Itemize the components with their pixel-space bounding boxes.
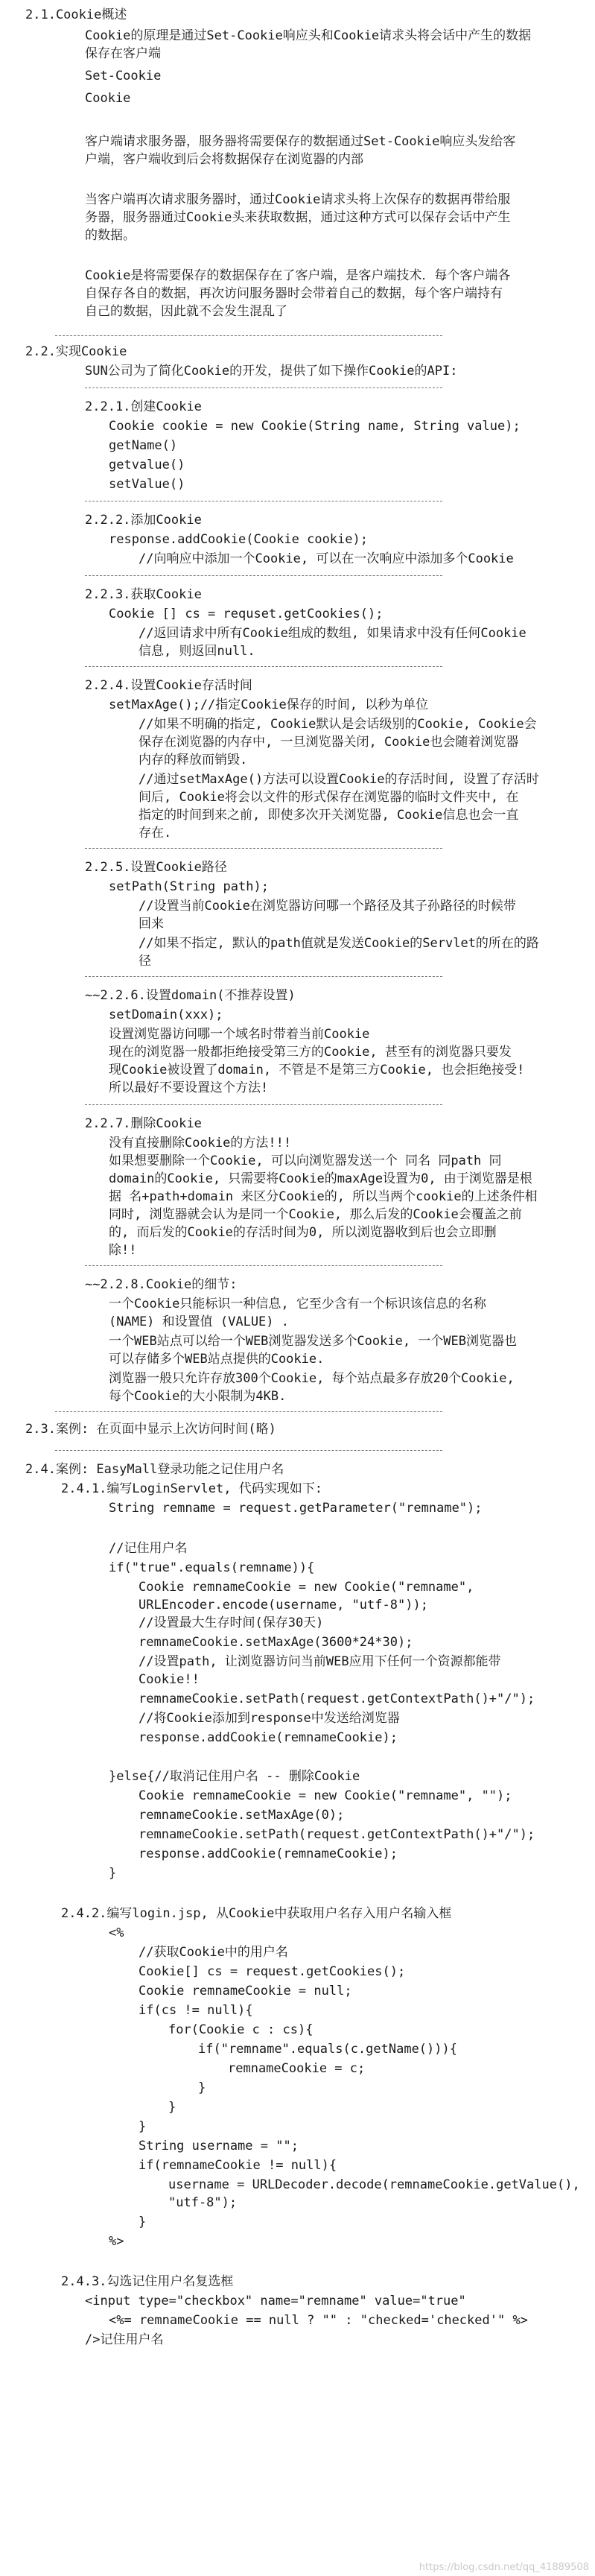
text-line: 2.2.2.添加Cookie xyxy=(85,513,202,528)
text-line: //如果不指定, 默认的path值就是发送Cookie的Servlet的所在的路 xyxy=(139,936,539,951)
text-line: //返回请求中所有Cookie组成的数组, 如果请求中没有任何Cookie xyxy=(139,626,526,641)
section-divider xyxy=(85,666,442,667)
text-line: 设置浏览器访问哪一个域名时带着当前Cookie xyxy=(109,1027,370,1042)
text-line: //如果不明确的指定, Cookie默认是会话级别的Cookie, Cookie会 xyxy=(139,717,537,732)
text-line: Cookie remnameCookie = null; xyxy=(139,1984,352,1999)
text-line: remnameCookie = c; xyxy=(228,2061,366,2076)
text-line: 现Cookie被设置了domain, 不管是不是第三方Cookie, 也会拒绝接受! xyxy=(109,1063,525,1077)
section-divider xyxy=(85,387,442,388)
text-line: 2.2.实现Cookie xyxy=(25,344,127,359)
text-line: //向响应中添加一个Cookie, 可以在一次响应中添加多个Cookie xyxy=(139,551,514,566)
section-divider xyxy=(85,848,442,849)
text-line: 当客户端再次请求服务器时，通过Cookie请求头将上次保存的数据再带给服 xyxy=(85,192,511,207)
text-line: //通过setMaxAge()方法可以设置Cookie的存活时间, 设置了存活时 xyxy=(139,772,539,787)
text-line: //设置最大生存时间(保存30天) xyxy=(139,1615,324,1630)
text-line: 一个WEB站点可以给一个WEB浏览器发送多个Cookie, 一个WEB浏览器也 xyxy=(109,1334,517,1349)
text-line: URLEncoder.encode(username, "utf-8")); xyxy=(139,1598,428,1613)
text-line: } xyxy=(109,1866,117,1881)
text-line: ~~2.2.6.设置domain(不推荐设置) xyxy=(85,988,296,1003)
text-line: SUN公司为了简化Cookie的开发，提供了如下操作Cookie的API: xyxy=(85,364,458,379)
text-line: />记住用户名 xyxy=(85,2332,164,2347)
text-line: if(cs != null){ xyxy=(139,2003,253,2018)
text-line: Cookie!! xyxy=(139,1672,200,1687)
text-line: if("true".equals(remname)){ xyxy=(109,1560,315,1575)
text-line: setDomain(xxx); xyxy=(109,1007,223,1022)
section-divider xyxy=(85,1265,442,1266)
text-line: 现在的浏览器一般都拒绝接受第三方的Cookie, 甚至有的浏览器只要发 xyxy=(109,1045,512,1060)
text-line: //设置当前Cookie在浏览器访问哪一个路径及其子孙路径的时候带 xyxy=(139,899,516,914)
text-line: username = URLDecoder.decode(remnameCookie.getValue(), xyxy=(168,2177,580,2192)
text-line: 2.4.2.编写login.jsp, 从Cookie中获取用户名存入用户名输入框 xyxy=(61,1906,452,1921)
text-line: 2.2.1.创建Cookie xyxy=(85,399,202,414)
text-line: 径 xyxy=(139,954,151,969)
section-divider xyxy=(55,1450,442,1451)
text-line: 浏览器一般只允许存放300个Cookie, 每个站点最多存放20个Cookie, xyxy=(109,1371,515,1386)
text-line: for(Cookie c : cs){ xyxy=(168,2022,314,2037)
text-line: getName() xyxy=(109,438,178,453)
text-line: 除!! xyxy=(109,1243,137,1258)
text-line: 保存在浏览器的内存中, 一旦浏览器关闭, Cookie也会随着浏览器 xyxy=(139,735,519,750)
text-line: 间后, Cookie将会以文件的形式保存在浏览器的临时文件夹中, 在 xyxy=(139,790,519,805)
text-line: 存在. xyxy=(139,826,172,841)
text-line: 如果想要删除一个Cookie, 可以向浏览器发送一个 同名 同path 同 xyxy=(109,1153,502,1168)
text-line: 2.2.5.设置Cookie路径 xyxy=(85,860,227,875)
text-line: <%= remnameCookie == null ? "" : "checked='checked'" %> xyxy=(109,2313,528,2328)
text-line: } xyxy=(198,2080,206,2095)
text-line: 自己的数据，因此就不会发生混乱了 xyxy=(85,304,287,319)
text-line: "utf-8"); xyxy=(168,2195,238,2210)
text-line: setMaxAge();//指定Cookie保存的时间, 以秒为单位 xyxy=(109,697,429,712)
section-divider xyxy=(85,1104,442,1105)
text-line: response.addCookie(remnameCookie); xyxy=(139,1846,398,1861)
text-line: 2.2.4.设置Cookie存活时间 xyxy=(85,678,252,693)
text-line: getvalue() xyxy=(109,458,185,472)
text-line: response.addCookie(Cookie cookie); xyxy=(109,532,368,547)
text-line: 每个Cookie的大小限制为4KB. xyxy=(109,1389,287,1404)
text-line: 据 名+path+domain 来区分Cookie的, 所以当两个cookie的上述条件相 xyxy=(109,1189,538,1204)
text-line: Cookie[] cs = request.getCookies(); xyxy=(139,1964,406,1979)
text-line: String remname = request.getParameter("remname"); xyxy=(109,1501,483,1516)
text-line: 可以存储多个WEB站点提供的Cookie. xyxy=(109,1352,325,1367)
text-line: Cookie的原理是通过Set-Cookie响应头和Cookie请求头将会话中产生的数据 xyxy=(85,28,532,43)
text-line: 2.3.案例: 在页面中显示上次访问时间(略) xyxy=(25,1422,276,1437)
text-line: setPath(String path); xyxy=(109,879,269,894)
text-line: 自保存各自的数据，再次访问服务器时会带着自己的数据，每个客户端持有 xyxy=(85,286,503,301)
section-divider xyxy=(55,335,442,336)
text-line: Cookie cookie = new Cookie(String name, String value); xyxy=(109,419,521,434)
section-divider xyxy=(85,976,442,977)
text-line: 所以最好不要设置这个方法! xyxy=(109,1080,269,1095)
text-line: //将Cookie添加到response中发送给浏览器 xyxy=(139,1711,400,1726)
text-line: } xyxy=(139,2215,147,2230)
text-line: Set-Cookie xyxy=(85,69,162,83)
text-line: Cookie [] cs = requset.getCookies(); xyxy=(109,607,384,621)
text-line: remnameCookie.setPath(request.getContextPath()+"/"); xyxy=(139,1827,535,1842)
text-line: 内存的释放而销毁. xyxy=(139,753,248,768)
section-divider xyxy=(85,575,442,576)
text-line: } xyxy=(168,2100,176,2115)
text-line: 指定的时间到来之前, 即使多次开关浏览器, Cookie信息也会一直 xyxy=(139,808,519,823)
text-line: 的数据。 xyxy=(85,228,136,243)
text-line: Cookie是将需要保存的数据保存在了客户端，是客户端技术．每个客户端各 xyxy=(85,268,511,283)
text-line: 2.1.Cookie概述 xyxy=(25,7,127,22)
text-line: <% xyxy=(109,1925,124,1940)
text-line: remnameCookie.setMaxAge(3600*24*30); xyxy=(139,1635,413,1650)
text-line: 同时, 浏览器就会认为是同一个Cookie, 那么后发的Cookie会覆盖之前 xyxy=(109,1207,522,1222)
text-line: remnameCookie.setMaxAge(0); xyxy=(139,1808,345,1823)
text-line: 客户端请求服务器，服务器将需要保存的数据通过Set-Cookie响应头发给客 xyxy=(85,134,516,149)
text-line: 保存在客户端 xyxy=(85,46,161,61)
text-line: 2.2.7.删除Cookie xyxy=(85,1116,202,1131)
section-divider xyxy=(55,1411,442,1412)
text-line: //获取Cookie中的用户名 xyxy=(139,1945,288,1960)
text-line: response.addCookie(remnameCookie); xyxy=(139,1730,398,1745)
text-line: setValue() xyxy=(109,477,185,492)
watermark: https://blog.csdn.net/qq_41889508 xyxy=(419,2562,589,2573)
text-line: 户端，客户端收到后会将数据保存在浏览器的内部 xyxy=(85,152,363,167)
text-line: remnameCookie.setPath(request.getContextPath()+"/"); xyxy=(139,1692,535,1706)
text-line: 2.4.3.勾选记住用户名复选框 xyxy=(61,2274,234,2289)
text-line: 2.2.3.获取Cookie xyxy=(85,587,202,602)
text-line: <input type="checkbox" name="remname" value="true" xyxy=(85,2294,466,2308)
text-line: if("remname".equals(c.getName())){ xyxy=(198,2042,457,2057)
text-line: Cookie xyxy=(85,91,131,106)
text-line: } xyxy=(139,2119,147,2134)
text-line: 没有直接删除Cookie的方法!!! xyxy=(109,1136,292,1151)
text-line: String username = ""; xyxy=(139,2139,299,2153)
text-line: 务器，服务器通过Cookie头来获取数据，通过这种方式可以保存会话中产生 xyxy=(85,210,511,225)
text-line: 一个Cookie只能标识一种信息, 它至少含有一个标识该信息的名称 xyxy=(109,1297,486,1311)
text-line: %> xyxy=(109,2234,124,2249)
text-line: domain的Cookie, 只需要将Cookie的maxAge设置为0, 由于浏览器是根 xyxy=(109,1171,532,1186)
text-line: Cookie remnameCookie = new Cookie("remname", ""); xyxy=(139,1788,512,1803)
text-line: (NAME) 和设置值 (VALUE) . xyxy=(109,1314,289,1329)
text-line: 信息, 则返回null. xyxy=(139,644,255,659)
text-line: 回来 xyxy=(139,917,164,931)
text-line: //记住用户名 xyxy=(109,1541,188,1556)
text-line: if(remnameCookie != null){ xyxy=(139,2158,337,2173)
text-line: ~~2.2.8.Cookie的细节: xyxy=(85,1277,238,1292)
text-line: }else{//取消记住用户名 -- 删除Cookie xyxy=(109,1769,360,1784)
text-line: 的, 而后发的Cookie的存活时间为0, 所以浏览器收到后也会立即删 xyxy=(109,1225,497,1240)
text-line: 2.4.案例: EasyMall登录功能之记住用户名 xyxy=(25,1462,284,1477)
text-line: //设置path, 让浏览器访问当前WEB应用下任何一个资源都能带 xyxy=(139,1654,501,1669)
text-line: 2.4.1.编写LoginServlet, 代码实现如下: xyxy=(61,1481,322,1496)
text-line: Cookie remnameCookie = new Cookie("remname", xyxy=(139,1580,474,1595)
